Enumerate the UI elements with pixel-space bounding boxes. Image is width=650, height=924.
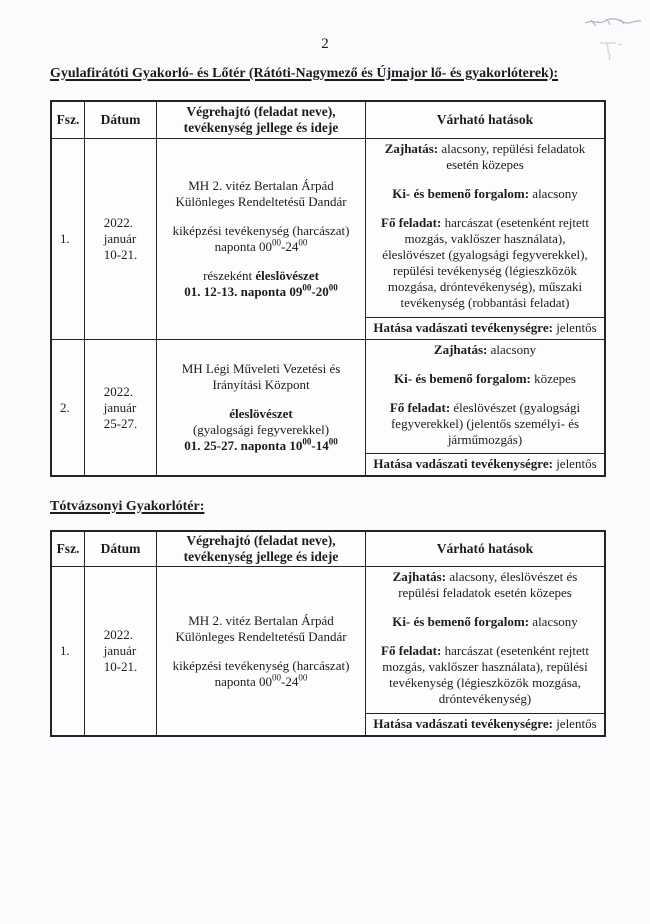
cell-executor-activity: MH 2. vitéz Bertalan Árpád Különleges Rendeltetésű Dandár kiképzési tevékenység (harcászat) naponta $00^{00}-24^{00}$ részeként éleslövészet 01. 12-13. naponta $09^{00}-20^{00}$ <box>157 139 366 340</box>
impacts-text: Zajhatás: alacsony Ki- és bemenő forgalom: közepes Fő feladat: éleslövészet (gyalogsági fegyverekkel) (jelentős személyi- és járműmozgás) <box>389 342 581 447</box>
date-text: 2022. január 25-27. <box>103 383 138 431</box>
date-text: 2022. január 10-21. <box>103 627 138 674</box>
row-number: 1. <box>60 231 70 246</box>
column-header-expected-impacts: Várható hatások <box>366 532 604 567</box>
activity-table-totvazsonyi <box>50 530 606 737</box>
row-number: 1. <box>60 643 70 658</box>
column-header-datum: Dátum <box>85 102 157 139</box>
cell-date <box>85 139 157 340</box>
cell-expected-impacts <box>366 340 604 475</box>
scan-artifact-scribble <box>583 11 643 31</box>
column-header-executor: Végrehajtó (feladat neve), tevékenység jellege és ideje <box>157 102 366 139</box>
column-header-executor: Végrehajtó (feladat neve), tevékenység jellege és ideje <box>157 532 366 567</box>
cell-date <box>85 340 157 475</box>
cell-executor-activity: MH Légi Műveleti Vezetési és Irányítási Központ éleslövészet (gyalogsági fegyverekkel) 01. 25-27. naponta $10^{00}-14^{00}$ <box>157 340 366 475</box>
row-number: 2. <box>60 399 70 415</box>
cell-expected-impacts <box>366 567 604 735</box>
cell-executor-activity: MH 2. vitéz Bertalan Árpád Különleges Rendeltetésű Dandár kiképzési tevékenység (harcászat) naponta $00^{00}-24^{00}$ <box>157 567 366 735</box>
page-number: 2 <box>321 36 329 52</box>
cell-row-number <box>52 139 85 340</box>
impacts-text: Zajhatás: alacsony, repülési feladatok esetén közepes Ki- és bemenő forgalom: alacsony Fő feladat: harcászat (esetenként rejtett mozgás, vaklőszer használata), éleslövészet (gyalogsági fegyverekkel), repülési tevékenység (légieszközök mozgása, dróntevékenység), műszaki tevékenység (robbantási feladat) <box>381 141 589 310</box>
column-header-datum: Dátum <box>85 532 157 567</box>
cell-row-number <box>52 567 85 735</box>
column-header-fsz: Fsz. <box>52 532 85 567</box>
cell-date <box>85 567 157 735</box>
section-title-gyulafiratoti: Gyulafirátóti Gyakorló- és Lőtér (Rátóti-Nagymező és Újmajor lő- és gyakorlóterek): <box>50 66 559 81</box>
impacts-hunting-note: Hatása vadászati tevékenységre: jelentős <box>366 713 604 735</box>
impacts-hunting-note: Hatása vadászati tevékenységre: jelentős <box>366 453 604 475</box>
cell-row-number <box>52 340 85 475</box>
column-header-expected-impacts: Várható hatások <box>366 102 604 139</box>
activity-table-gyulafiratoti <box>50 100 606 477</box>
column-header-fsz: Fsz. <box>52 102 85 139</box>
cell-expected-impacts <box>366 139 604 340</box>
impacts-hunting-note: Hatása vadászati tevékenységre: jelentős <box>366 317 604 339</box>
impacts-text: Zajhatás: alacsony, éleslövészet és repülési feladatok esetén közepes Ki- és bemenő forgalom: alacsony Fő feladat: harcászat (esetenként rejtett mozgás, vaklőszer használata), repülési tevékenység (légieszközök mozgása, dróntevékenység) <box>381 569 589 706</box>
date-text: 2022. január 10-21. <box>103 215 138 262</box>
section-title-totvazsonyi: Tótvázsonyi Gyakorlótér: <box>50 499 205 514</box>
